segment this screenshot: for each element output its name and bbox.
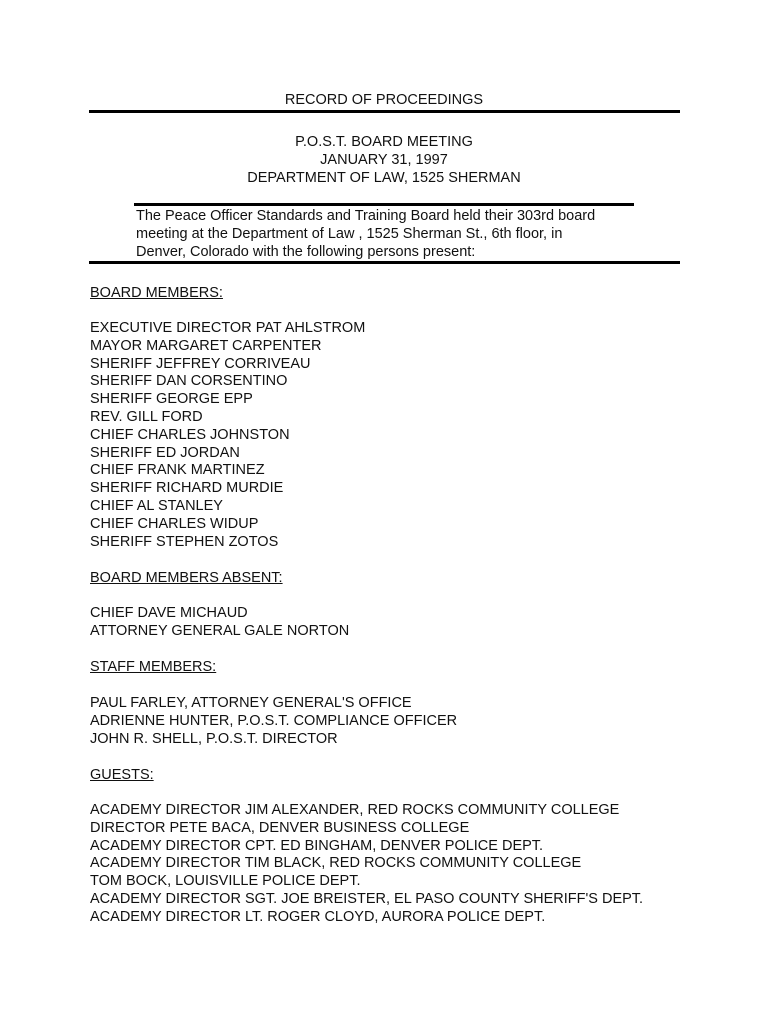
board-member-name: SHERIFF GEORGE EPP	[90, 391, 253, 408]
board-member-name: CHIEF CHARLES JOHNSTON	[90, 426, 290, 443]
intro-line: Denver, Colorado with the following persons present:	[136, 243, 476, 260]
meeting-date: JANUARY 31, 1997	[320, 152, 448, 168]
board-member-name: EXECUTIVE DIRECTOR PAT AHLSTROM	[90, 320, 366, 336]
staff-member-name: PAUL FARLEY, ATTORNEY GENERAL'S OFFICE	[90, 695, 412, 711]
guest-name: ACADEMY DIRECTOR CPT. ED BINGHAM, DENVER POLICE DEPT.	[90, 837, 544, 854]
board-members-absent-list	[90, 605, 730, 641]
staff-member-name: ADRIENNE HUNTER, P.O.S.T. COMPLIANCE OFFICER	[90, 712, 458, 729]
board-member-name: SHERIFF RICHARD MURDIE	[90, 480, 284, 497]
absent-member-name: ATTORNEY GENERAL GALE NORTON	[90, 622, 350, 639]
staff-member-name: JOHN R. SHELL, P.O.S.T. DIRECTOR	[90, 730, 338, 747]
intro-line: The Peace Officer Standards and Training Board held their 303rd board	[136, 208, 596, 224]
board-member-name: SHERIFF ED JORDAN	[90, 444, 240, 461]
title-divider	[89, 110, 680, 113]
staff-members-list	[90, 695, 730, 748]
board-member-name: MAYOR MARGARET CARPENTER	[90, 337, 322, 354]
meeting-title: P.O.S.T. BOARD MEETING	[295, 134, 473, 150]
intro-paragraph	[136, 208, 636, 261]
board-members-heading: BOARD MEMBERS:	[90, 285, 223, 301]
guest-name: DIRECTOR PETE BACA, DENVER BUSINESS COLLEGE	[90, 819, 470, 836]
guest-name: ACADEMY DIRECTOR JIM ALEXANDER, RED ROCKS COMMUNITY COLLEGE	[90, 802, 620, 818]
board-members-absent-heading: BOARD MEMBERS ABSENT:	[90, 570, 283, 586]
board-member-name: SHERIFF DAN CORSENTINO	[90, 373, 288, 390]
board-member-name: CHIEF AL STANLEY	[90, 497, 223, 514]
guest-name: ACADEMY DIRECTOR LT. ROGER CLOYD, AURORA POLICE DEPT.	[90, 908, 546, 925]
guests-heading: GUESTS:	[90, 767, 154, 783]
board-member-name: REV. GILL FORD	[90, 408, 203, 425]
board-member-name: SHERIFF STEPHEN ZOTOS	[90, 533, 279, 550]
intro-line: meeting at the Department of Law , 1525 Sherman St., 6th floor, in	[136, 225, 563, 242]
guests-list	[90, 802, 730, 927]
intro-bottom-divider	[89, 261, 680, 264]
guest-name: ACADEMY DIRECTOR TIM BLACK, RED ROCKS COMMUNITY COLLEGE	[90, 855, 582, 872]
guest-name: TOM BOCK, LOUISVILLE POLICE DEPT.	[90, 873, 361, 890]
board-member-name: CHIEF FRANK MARTINEZ	[90, 462, 265, 479]
intro-top-divider	[134, 203, 634, 206]
board-member-name: CHIEF CHARLES WIDUP	[90, 515, 259, 532]
board-members-list	[90, 320, 730, 551]
board-member-name: SHERIFF JEFFREY CORRIVEAU	[90, 355, 311, 372]
meeting-location: DEPARTMENT OF LAW, 1525 SHERMAN	[247, 170, 521, 186]
absent-member-name: CHIEF DAVE MICHAUD	[90, 605, 248, 621]
staff-members-heading: STAFF MEMBERS:	[90, 659, 217, 675]
record-title: RECORD OF PROCEEDINGS	[284, 92, 484, 108]
guest-name: ACADEMY DIRECTOR SGT. JOE BREISTER, EL PASO COUNTY SHERIFF'S DEPT.	[90, 890, 644, 907]
